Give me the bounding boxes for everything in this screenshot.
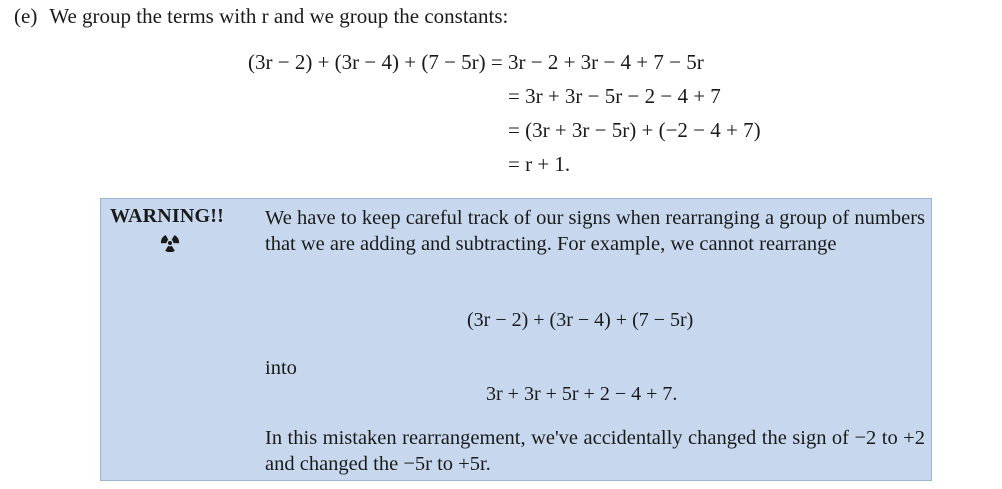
equation-line-4 xyxy=(508,152,570,177)
equation-line-3 xyxy=(508,118,761,143)
equation-rhs: = 3r − 2 + 3r − 4 + 7 − 5r xyxy=(490,50,704,74)
equation-line-2 xyxy=(508,84,721,109)
intro-text: We group the terms with r and we group the constants: xyxy=(49,4,509,28)
wrong-expression-rearranged: 3r + 3r + 5r + 2 − 4 + 7. xyxy=(486,383,678,405)
equation-lhs: (3r − 2) + (3r − 4) + (7 − 5r) xyxy=(248,50,486,74)
equation-rhs: = 3r + 3r − 5r − 2 − 4 + 7 xyxy=(508,84,721,108)
equation-rhs: = r + 1. xyxy=(508,152,571,176)
warning-title: WARNING!! xyxy=(110,205,225,227)
warning-closing: In this mistaken rearrangement, we've accidentally changed the sign of −2 to +2 and changed the −5r to +5r. xyxy=(265,427,925,475)
part-label: (e) xyxy=(14,4,38,28)
into-text: into xyxy=(265,357,297,379)
equation-line-1 xyxy=(248,50,704,75)
radiation-icon xyxy=(159,232,181,252)
warning-box xyxy=(100,198,932,481)
wrong-expression-original: (3r − 2) + (3r − 4) + (7 − 5r) xyxy=(467,309,694,331)
intro-line xyxy=(14,4,508,29)
warning-paragraph: We have to keep careful track of our signs when rearranging a group of numbers that we are adding and subtracting. For example, we cannot rearrange xyxy=(265,207,925,255)
equation-rhs: = (3r + 3r − 5r) + (−2 − 4 + 7) xyxy=(508,118,761,142)
